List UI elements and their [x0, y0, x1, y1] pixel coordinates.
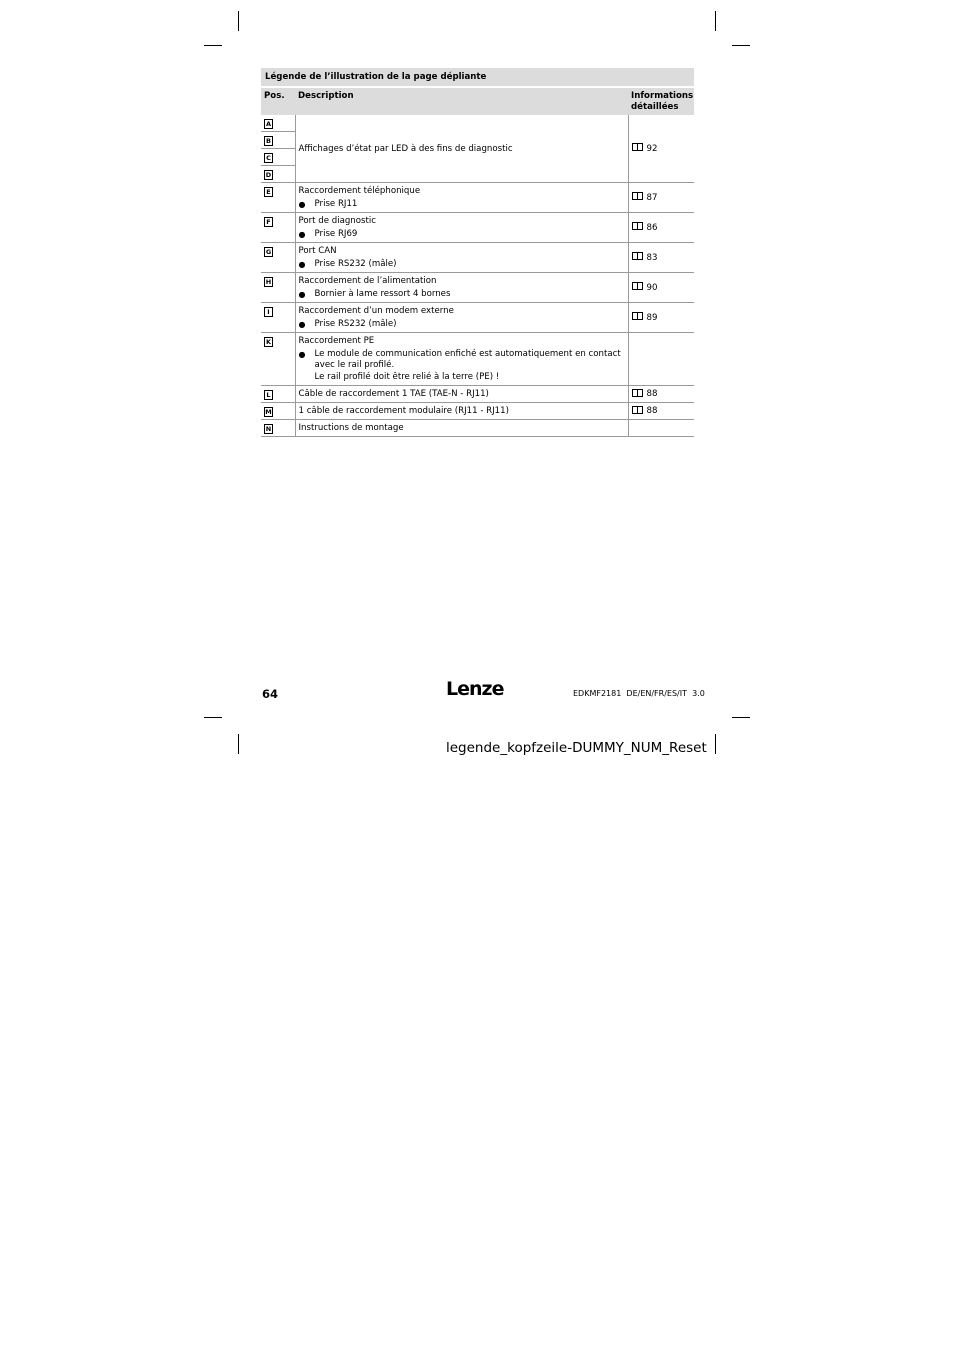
description-cell — [295, 333, 628, 386]
info-cell — [628, 243, 694, 273]
info-cell — [628, 303, 694, 333]
description-cell — [295, 243, 628, 273]
page-ref: 92 — [646, 143, 658, 154]
description-cell — [295, 273, 628, 303]
pos-marker: I — [264, 307, 273, 317]
footer-label: legende_kopfzeile-DUMMY_NUM_Reset — [446, 740, 707, 756]
bullet-item — [299, 289, 625, 300]
pos-marker: C — [264, 153, 273, 163]
header-pos: Pos. — [261, 88, 295, 115]
bullet-item — [299, 349, 625, 383]
pos-cell — [261, 213, 295, 243]
crop-mark — [204, 717, 222, 718]
pos-cell — [261, 420, 295, 437]
crop-mark — [238, 11, 239, 31]
description-cell: Affichages d’état par LED à des fins de diagnostic — [295, 115, 628, 183]
bullet-icon: ● — [298, 350, 306, 359]
bullet-text: Prise RS232 (mâle) — [314, 259, 397, 269]
page-number: 64 — [262, 687, 279, 701]
pos-cell — [261, 386, 295, 403]
bullet-icon: ● — [298, 320, 306, 329]
description-cell — [295, 213, 628, 243]
page-ref: 83 — [646, 252, 658, 263]
bullet-text: Prise RJ11 — [314, 199, 358, 209]
legend-table — [261, 88, 694, 437]
crop-mark — [732, 717, 750, 718]
table-row — [261, 213, 694, 243]
pos-marker: G — [265, 248, 272, 256]
book-icon — [632, 252, 643, 260]
info-cell — [628, 213, 694, 243]
book-icon — [632, 406, 643, 414]
bullet-icon: ● — [298, 230, 306, 239]
bullet-item — [299, 259, 625, 270]
pos-cell — [261, 273, 295, 303]
book-icon — [632, 389, 643, 397]
header-description: Description — [295, 88, 628, 115]
page-ref: 88 — [646, 389, 658, 399]
pos-cell — [261, 303, 295, 333]
description-cell — [295, 183, 628, 213]
bullet-text — [315, 349, 621, 383]
pos-cell — [261, 132, 295, 149]
crop-mark — [204, 45, 222, 46]
table-header-row — [261, 88, 694, 115]
crop-mark — [715, 734, 716, 754]
pos-marker: B — [264, 136, 273, 146]
bullet-icon: ● — [298, 200, 306, 209]
bullet-text-line: avec le rail profilé. — [314, 360, 395, 370]
pos-marker: L — [264, 390, 273, 400]
crop-mark — [715, 11, 716, 31]
table-row — [261, 303, 694, 333]
page-ref: 89 — [646, 312, 658, 323]
pos-marker: H — [265, 278, 272, 286]
description-cell — [295, 303, 628, 333]
document-reference: EDKMF2181 DE/EN/FR/ES/IT 3.0 — [573, 689, 705, 698]
description-cell: Câble de raccordement 1 TAE (TAE-N - RJ11) — [295, 386, 628, 403]
info-cell — [628, 333, 694, 386]
pos-cell — [261, 166, 295, 183]
book-icon — [632, 222, 643, 230]
info-cell — [628, 403, 694, 420]
book-icon — [632, 312, 643, 320]
page-ref: 88 — [646, 406, 658, 416]
pos-cell — [261, 243, 295, 273]
crop-mark — [238, 734, 239, 754]
bullet-text-line: Le rail profilé doit être relié à la terre (PE) ! — [314, 372, 500, 382]
pos-cell — [261, 183, 295, 213]
header-info — [628, 88, 694, 115]
bullet-item — [299, 229, 625, 240]
table-row — [261, 403, 694, 420]
book-icon — [632, 282, 643, 290]
header-info-line2: détaillées — [631, 102, 679, 112]
info-cell — [628, 183, 694, 213]
legend-section — [261, 68, 694, 437]
bullet-icon: ● — [298, 260, 306, 269]
table-row — [261, 420, 694, 437]
legend-title: Légende de l’illustration de la page dépliante — [261, 68, 694, 86]
row-title: Port de diagnostic — [298, 216, 376, 226]
row-title: Port CAN — [298, 246, 337, 256]
table-row — [261, 333, 694, 386]
pos-cell — [261, 403, 295, 420]
pos-marker: F — [264, 217, 273, 227]
row-title: Raccordement de l’alimentation — [298, 276, 437, 286]
table-row — [261, 273, 694, 303]
book-icon — [632, 192, 643, 200]
info-cell — [628, 273, 694, 303]
table-row — [261, 183, 694, 213]
bullet-item — [299, 319, 625, 330]
pos-cell — [261, 115, 295, 132]
bullet-text: Prise RJ69 — [314, 229, 358, 239]
pos-marker: N — [265, 425, 272, 433]
page-ref: 90 — [646, 282, 658, 293]
bullet-icon: ● — [298, 290, 306, 299]
info-cell — [628, 115, 694, 183]
bullet-text: Prise RS232 (mâle) — [314, 319, 397, 329]
pos-marker: M — [265, 408, 272, 416]
pos-marker: K — [265, 338, 272, 346]
pos-marker: D — [265, 171, 272, 179]
page-ref: 86 — [646, 222, 658, 233]
description-cell: 1 câble de raccordement modulaire (RJ11 - RJ11) — [295, 403, 628, 420]
info-cell — [628, 386, 694, 403]
page-ref: 87 — [646, 192, 658, 203]
table-row — [261, 386, 694, 403]
pos-marker: A — [265, 120, 272, 128]
lenze-logo: Lenze — [446, 678, 504, 700]
book-icon — [632, 143, 643, 151]
pos-cell — [261, 333, 295, 386]
bullet-text: Bornier à lame ressort 4 bornes — [314, 289, 451, 299]
table-row — [261, 243, 694, 273]
row-title: Raccordement PE — [298, 336, 375, 346]
info-cell — [628, 420, 694, 437]
table-row — [261, 115, 694, 132]
crop-mark — [732, 45, 750, 46]
pos-cell — [261, 149, 295, 166]
pos-marker: E — [264, 187, 273, 197]
header-info-line1: Informations — [631, 91, 694, 101]
bullet-text-line: Le module de communication enfiché est automatiquement en contact — [314, 349, 621, 359]
row-title: Raccordement téléphonique — [298, 186, 421, 196]
bullet-item — [299, 199, 625, 210]
description-cell: Instructions de montage — [295, 420, 628, 437]
row-title: Raccordement d’un modem externe — [298, 306, 454, 316]
